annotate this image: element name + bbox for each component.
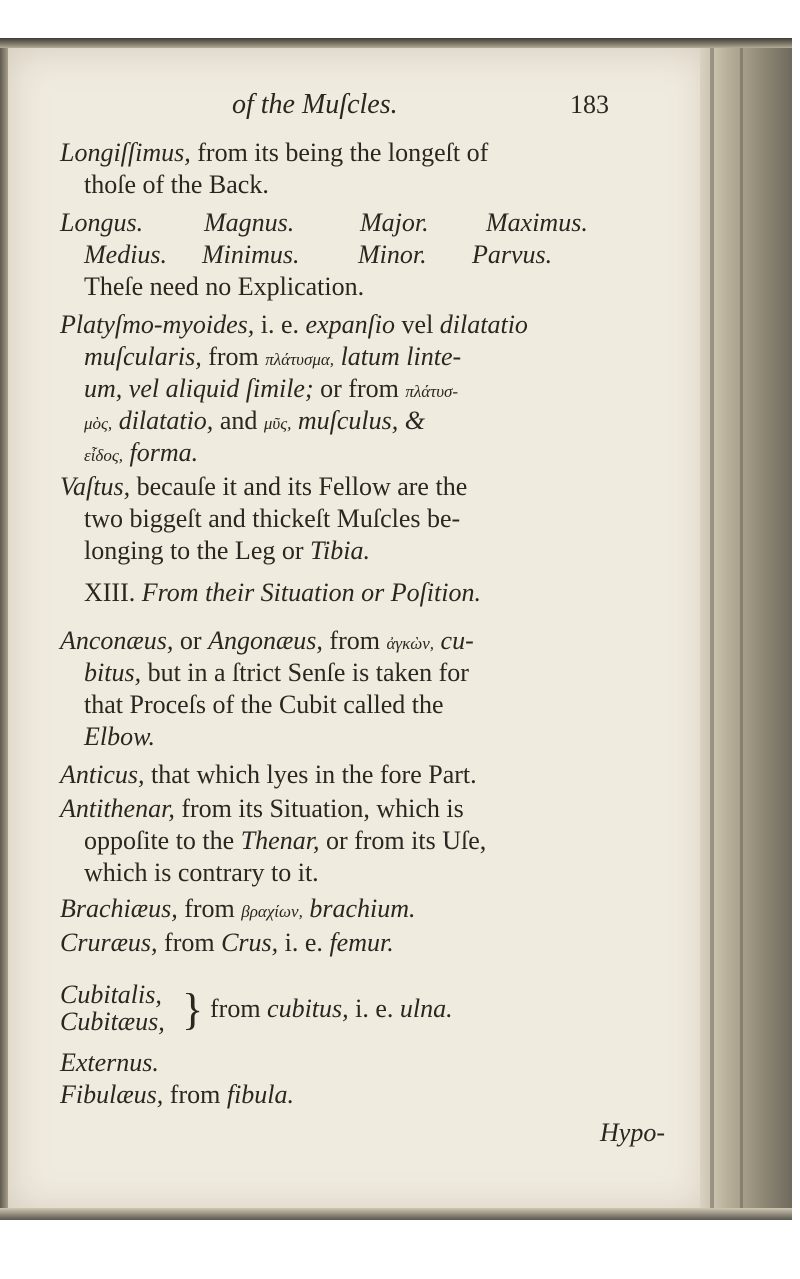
greek-word: μῦς,: [263, 414, 292, 433]
latin-word: brachium.: [309, 894, 416, 923]
term-longissimus: Longiſſimus,: [60, 138, 191, 167]
term-vastus: Vaſtus,: [60, 472, 131, 501]
term-brachiaeus: Brachiæus,: [60, 894, 178, 923]
entry-line: [84, 374, 458, 407]
page-edge-right: [700, 48, 792, 1220]
entry-line: which is contrary to it.: [84, 858, 319, 887]
entry-text: from: [210, 994, 261, 1023]
entry-anticus: [60, 760, 477, 790]
latin-word: vel aliquid ſimile;: [128, 374, 314, 403]
term-cruraeus: Cruræus,: [60, 928, 158, 957]
latin-word: forma.: [129, 438, 199, 467]
term-externus: Externus.: [60, 1048, 159, 1077]
brace-symbol: }: [182, 985, 204, 1034]
entry-text: from: [208, 342, 259, 371]
entry-line: two biggeſt and thickeſt Muſcles be-: [84, 504, 461, 533]
entry-text: i. e.: [284, 928, 323, 957]
size-term-minimus: Minimus.: [202, 240, 300, 269]
entry-line: that Proceſs of the Cubit called the: [84, 690, 444, 719]
latin-word: muſculus,: [297, 406, 399, 435]
latin-word: femur.: [329, 928, 394, 957]
entry-line: thoſe of the Back.: [84, 170, 269, 199]
size-term-major: Major.: [360, 208, 429, 237]
entry-vastus: [60, 472, 467, 502]
term-platysma: Platyſmo-myoides,: [60, 310, 255, 339]
size-term-magnus: Magnus.: [204, 208, 295, 237]
term-antithenar: Antithenar,: [60, 794, 175, 823]
latin-word: cu-: [440, 626, 474, 655]
entry-text: but in a ſtrict Senſe is taken for: [147, 658, 469, 687]
entry-text: or from its Uſe,: [325, 826, 487, 855]
term-anconaeus: Anconæus,: [60, 626, 174, 655]
entry-text: longing to the Leg or: [84, 536, 304, 565]
ampersand: &: [404, 406, 425, 435]
entry-line: [84, 406, 425, 439]
latin-word: Thenar,: [240, 826, 320, 855]
entry-text: oppoſite to the: [84, 826, 235, 855]
entry-text: i. e.: [260, 310, 299, 339]
entry-text: that which lyes in the fore Part.: [151, 760, 477, 789]
entry-cruraeus: [60, 928, 394, 958]
entry-brachiaeus: [60, 894, 416, 927]
entry-text: from its being the longeſt of: [197, 138, 489, 167]
size-term-longus: Longus.: [60, 208, 144, 237]
latin-word: dilatatio: [439, 310, 528, 339]
greek-word: εἶδος,: [84, 446, 123, 465]
latin-word: latum linte-: [340, 342, 462, 371]
term-angonaeus: Angonæus,: [208, 626, 323, 655]
latin-word: expanſio: [305, 310, 396, 339]
entry-platysma: [60, 310, 528, 340]
entry-antithenar: [60, 794, 464, 824]
term-cubitalis: Cubitalis,: [60, 980, 162, 1009]
page-edge-bottom: [0, 1208, 792, 1220]
section-number: XIII.: [84, 578, 136, 607]
entry-text: from: [164, 928, 215, 957]
entry-line: [84, 658, 469, 688]
entry-anconaeus: [60, 626, 474, 659]
entry-line: [84, 826, 486, 856]
catchword: Hypo-: [600, 1118, 665, 1147]
term-fibulaeus: Fibulæus,: [60, 1080, 164, 1109]
entry-text: and: [219, 406, 258, 435]
greek-word: βραχίων,: [241, 902, 303, 921]
term-anticus: Anticus,: [60, 760, 145, 789]
latin-word: fibula.: [226, 1080, 295, 1109]
entry-text: from: [329, 626, 380, 655]
entry-text: becauſe it and its Fellow are the: [136, 472, 468, 501]
entry-line: Theſe need no Explication.: [84, 272, 365, 301]
entry-text: from: [184, 894, 235, 923]
size-term-parvus: Parvus.: [472, 240, 553, 269]
section-title: From their Situation or Poſition.: [141, 578, 481, 607]
running-title: of the Muſcles.: [232, 89, 398, 120]
latin-word: bitus,: [84, 658, 142, 687]
size-term-minor: Minor.: [358, 240, 427, 269]
page-number: 183: [570, 90, 609, 119]
entry-fibulaeus: [60, 1080, 294, 1110]
latin-word: Crus,: [221, 928, 279, 957]
entry-text: or: [179, 626, 202, 655]
entry-text: or from: [320, 374, 399, 403]
greek-word: πλάτυσ-: [405, 382, 459, 401]
entry-text: i. e.: [355, 994, 394, 1023]
section-heading: [84, 578, 481, 608]
entry-cubitalis: [60, 980, 520, 1042]
entry-line: [210, 994, 453, 1024]
size-term-medius: Medius.: [84, 240, 168, 269]
term-cubitaeus: Cubitæus,: [60, 1007, 165, 1036]
latin-word: muſcularis,: [84, 342, 202, 371]
latin-word: cubitus,: [267, 994, 349, 1023]
size-term-maximus: Maximus.: [486, 208, 588, 237]
entry-line: [84, 342, 461, 375]
entry-text: vel: [401, 310, 434, 339]
greek-word: ἀγκὼν,: [386, 634, 435, 653]
entry-line: [84, 536, 370, 566]
latin-word: dilatatio,: [118, 406, 214, 435]
greek-word: πλάτυσμα,: [265, 350, 335, 369]
entry-text: from: [169, 1080, 221, 1109]
latin-word: Elbow.: [84, 722, 156, 751]
entry-line: [84, 438, 198, 471]
latin-word: Tibia.: [310, 536, 370, 565]
latin-word: ulna.: [399, 994, 453, 1023]
greek-word: μὸς,: [84, 414, 113, 433]
entry-text: from its Situation, which is: [181, 794, 464, 823]
latin-word: um,: [84, 374, 123, 403]
entry-longissimus: [60, 138, 488, 168]
